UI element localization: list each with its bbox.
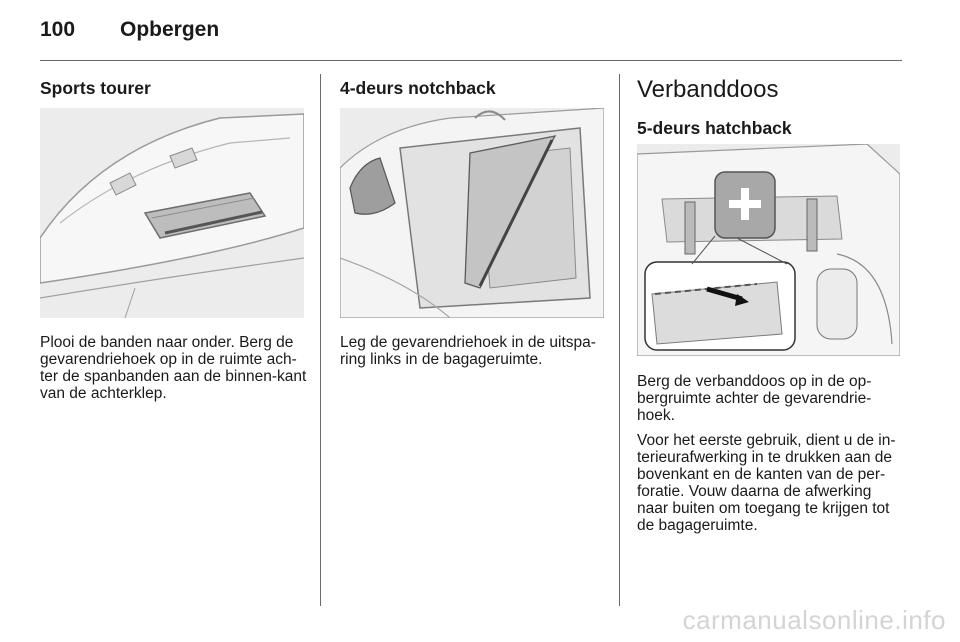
tailgate-interior-illustration-icon <box>40 108 304 318</box>
column-first-aid <box>637 74 903 139</box>
trunk-recess-illustration-icon <box>340 108 604 318</box>
paragraph: Plooi de banden naar onder. Berg de gevarendriehoek op in de ruimte ach-ter de spanbanden aan de binnen-kant van de achterklep. <box>40 334 307 402</box>
column-sports-tourer <box>40 74 306 99</box>
column-notchback <box>340 74 606 99</box>
column-heading: Sports tourer <box>40 78 151 98</box>
column-text <box>637 373 903 542</box>
paragraph: Leg de gevarendriehoek in de uitspa-ring links in de bagageruimte. <box>340 334 596 368</box>
column-divider-2 <box>619 74 620 606</box>
column-heading: 5-deurs hatchback <box>637 118 792 138</box>
paragraph: Voor het eerste gebruik, dient u de in-terieurafwerking in te drukken aan de bovenkant en de kanten van de per-foratie. Vouw daarna de afwerking naar buiten om toegang te krijgen tot de bagageruimte. <box>637 432 896 534</box>
first-aid-kit-illustration-icon <box>637 144 900 356</box>
page-number: 100 <box>40 18 76 41</box>
section-title: Verbanddoos <box>637 76 779 103</box>
column-text <box>40 334 308 410</box>
paragraph: Berg de verbanddoos op in de op-bergruimte achter de gevarendrie-hoek. <box>637 373 872 424</box>
header-divider <box>40 60 902 61</box>
column-text <box>340 334 606 376</box>
chapter-title: Opbergen <box>120 18 220 41</box>
watermark: carmanualsonline.info <box>682 605 946 635</box>
column-heading: 4-deurs notchback <box>340 78 496 98</box>
column-divider-1 <box>320 74 321 606</box>
